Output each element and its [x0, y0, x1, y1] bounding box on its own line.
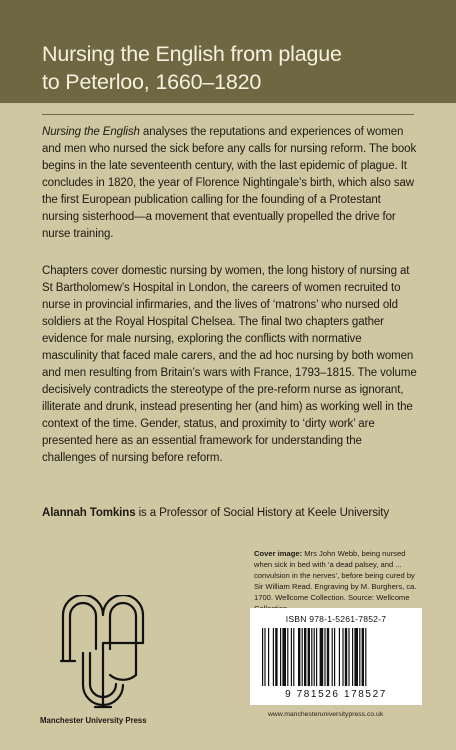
book-title	[42, 40, 432, 96]
mup-logo-icon	[57, 595, 149, 715]
book-title-italic: Nursing the English	[42, 126, 140, 138]
barcode-bar	[298, 628, 300, 686]
blurb-paragraph-1	[42, 124, 418, 243]
author-name: Alannah Tomkins	[42, 507, 136, 519]
barcode-bar	[282, 628, 286, 686]
publisher-name: Manchester University Press	[40, 716, 147, 725]
title-line-2: to Peterloo, 1660–1820	[42, 70, 262, 94]
barcode-bar	[304, 628, 306, 686]
publisher-website: www.manchesteruniversitypress.co.uk	[268, 711, 384, 718]
barcode-bar	[339, 628, 340, 686]
barcode-bar	[302, 628, 303, 686]
barcode-bar	[308, 628, 310, 686]
barcode-bar	[365, 628, 366, 686]
barcode-bar	[262, 628, 263, 686]
blurb-paragraph-1-text: analyses the reputations and experiences of women and men who nursed the sick before any calls for nursing reform. The book begins in the late seventeenth century, with the last epidemic of plague. It concludes in 1820, the year of Florence Nightingale’s birth, which also saw the first European publication calling for the founding of a Protestant nursing sisterhood—a movement that eventually propelled the drive for nurse training.	[42, 126, 417, 240]
barcode-bar	[327, 628, 329, 686]
barcode-bar	[316, 628, 317, 686]
barcode-bar	[264, 628, 265, 686]
barcode-number: 9 781526 178527	[285, 689, 387, 700]
caption-text: Mrs John Webb, being nursed when sick in bed with ‘a dead palsey, and ... convulsion in the nerves’, before being cured by Sir William Read. Engraving by M. Burghers, ca. 1700. Wellcome Collection. Source: Wellcome	[254, 549, 417, 602]
author-bio	[42, 505, 418, 522]
isbn-text: ISBN 978-1-5261-7852-7	[285, 614, 387, 624]
barcode-bar	[268, 628, 269, 686]
barcode-bar	[273, 628, 274, 686]
barcode-bar	[293, 628, 294, 686]
cover-image-caption	[254, 548, 422, 614]
caption-label: Cover image:	[254, 549, 303, 558]
barcode-bar	[291, 628, 292, 686]
barcode-bar	[275, 628, 277, 686]
divider-rule	[42, 114, 414, 115]
barcode-bar	[280, 628, 281, 686]
barcode-bar	[287, 628, 288, 686]
author-description: is a Professor of Social History at Keele University	[135, 507, 390, 519]
barcode-bar	[352, 628, 353, 686]
blurb-paragraph-2: Chapters cover domestic nursing by women, the long history of nursing at St Bartholomew’s Hospital in London, the careers of women recruited to nurse in provincial infirmaries, and the lives of ‘matrons’ who nursed old soldiers at the Royal Hospital Chelsea. The final two chapters gather evidence for male nursing, exploring the conflicts with normative masculinity that faced male carers, and the ad hoc nursing by both women and men resulting from Britain’s wars with France, 1793–1815. The volume decisively contradicts the stereotype of the pre-reform nurse as ignorant, illiterate and drunk, instead presenting her (and him) as working well in the context of the time. Gender, status, and proximity to ‘dirty work’ are presented here as an essential framework for understanding the challenges of nursing before reform.	[42, 265, 417, 464]
barcode-bar	[334, 628, 335, 686]
barcode-bar	[324, 628, 325, 686]
barcode-bar	[348, 628, 349, 686]
barcode-bar	[362, 628, 364, 686]
barcode-panel	[250, 608, 422, 705]
barcode-bar	[332, 628, 333, 686]
barcode-bar	[314, 628, 315, 686]
barcode-bar	[354, 628, 358, 686]
barcode	[260, 628, 412, 688]
barcode-bar	[311, 628, 312, 686]
barcode-bar	[320, 628, 324, 686]
barcode-bar	[345, 628, 347, 686]
barcode-bar	[342, 628, 343, 686]
title-line-1: Nursing the English from plague	[42, 42, 342, 66]
barcode-bar	[359, 628, 360, 686]
